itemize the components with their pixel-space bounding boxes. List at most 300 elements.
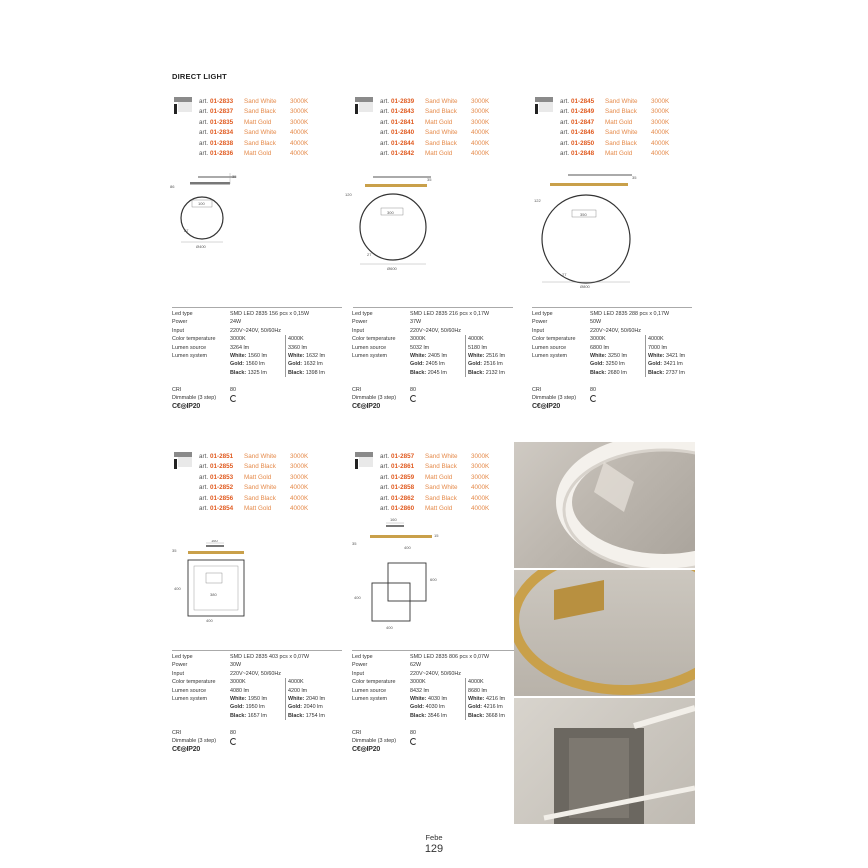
article-temperature: 3000K [651, 118, 670, 126]
spec-label: Lumen system [532, 352, 568, 359]
spec-value: 50W [590, 319, 602, 326]
dimmable-icon [230, 738, 237, 745]
article-row [380, 128, 489, 138]
spec-lumen-value [410, 360, 445, 368]
spec-value: 4000K [465, 335, 484, 343]
spec-value: 1632 lm [303, 361, 323, 368]
article-row [380, 118, 489, 128]
spec-row [172, 344, 342, 352]
spec-label: Lumen source [172, 344, 207, 351]
spec-label: Lumen system [172, 352, 208, 359]
article-row [199, 128, 308, 138]
article-row [380, 107, 489, 117]
spec-value: 1632 lm [305, 352, 326, 359]
spec-value: 4200 lm [285, 687, 307, 695]
article-row [380, 97, 489, 107]
article-prefix: art. [380, 505, 390, 513]
svg-text:27: 27 [184, 228, 189, 233]
spec-lumen-value [285, 352, 325, 360]
article-temperature: 3000K [290, 473, 309, 481]
certification-marks [352, 403, 522, 412]
spec-row [172, 310, 342, 318]
spec-row [172, 661, 342, 669]
spec-label: Input [352, 327, 364, 334]
article-finish: Matt Gold [605, 118, 633, 126]
spec-row [532, 310, 702, 318]
article-row [380, 494, 489, 504]
article-number: 01-2855 [210, 463, 234, 471]
spec-value: 6800 lm [590, 344, 610, 351]
article-finish: Sand White [605, 129, 638, 137]
spec-finish-label: Gold: [410, 704, 425, 711]
article-number: 01-2850 [571, 139, 595, 147]
spec-row [352, 670, 522, 678]
ip-rating: IP20 [186, 746, 201, 754]
article-number: 01-2853 [210, 473, 234, 481]
spec-value: 37W [410, 319, 422, 326]
spec-lumen-value [285, 360, 323, 368]
technical-drawing [348, 515, 448, 635]
divider [172, 650, 342, 651]
spec-finish-label: Black: [410, 712, 427, 719]
article-finish: Sand White [244, 453, 277, 460]
article-number: 01-2851 [210, 453, 234, 460]
svg-text:35: 35 [352, 541, 357, 546]
spec-finish-label: White: [648, 352, 665, 359]
spec-row [532, 344, 702, 352]
article-finish: Sand Black [605, 108, 637, 116]
article-row [380, 483, 489, 493]
article-number: 01-2834 [210, 129, 234, 137]
dimmable-icon [410, 738, 417, 745]
dimmable-icon [410, 395, 417, 402]
spec-row [352, 360, 522, 368]
svg-text:400: 400 [386, 625, 393, 630]
product-photo [514, 570, 695, 696]
spec-row [352, 386, 522, 394]
technical-drawing [168, 540, 248, 626]
spec-table [532, 310, 702, 412]
spec-row [172, 720, 342, 728]
safety-mark-icon: ◎ [540, 403, 547, 411]
spec-value: 4000K [465, 678, 484, 686]
article-temperature: 4000K [290, 139, 309, 147]
spec-value: SMD LED 2835 216 pcs x 0,17W [410, 311, 490, 317]
spec-finish-label: Black: [288, 712, 305, 719]
spec-lumen-value [285, 369, 325, 377]
spec-finish-label: Black: [288, 369, 305, 376]
article-prefix: art. [560, 98, 570, 105]
article-prefix: art. [560, 118, 570, 126]
article-finish: Sand White [244, 484, 277, 492]
article-finish: Sand White [425, 453, 458, 460]
article-number: 01-2840 [391, 129, 415, 137]
spec-label: CRI [172, 729, 182, 736]
spec-lumen-value [230, 712, 267, 720]
spec-finish-label: White: [468, 352, 485, 359]
article-finish: Sand Black [244, 494, 276, 502]
article-row [380, 139, 489, 149]
article-temperature: 4000K [471, 494, 490, 502]
spec-row [532, 386, 702, 394]
spec-finish-label: Gold: [288, 704, 303, 711]
article-prefix: art. [380, 453, 390, 460]
spec-value: 3000K [590, 336, 606, 343]
spec-finish-label: Gold: [410, 361, 425, 368]
spec-value: 2405 lm [425, 361, 445, 368]
spec-row [352, 720, 522, 728]
safety-mark-icon: ◎ [180, 746, 187, 754]
article-number: 01-2844 [391, 139, 415, 147]
spec-lumen-value [410, 352, 447, 360]
spec-lumen-value [465, 712, 505, 720]
article-temperature: 3000K [471, 473, 490, 481]
ce-mark-icon: C€ [532, 403, 541, 411]
spec-row [352, 344, 522, 352]
spec-label: CRI [532, 386, 542, 393]
svg-text:Ø600: Ø600 [387, 266, 397, 271]
article-finish: Matt Gold [425, 473, 453, 481]
ce-mark-icon: C€ [172, 746, 181, 754]
product-thumbnail-icon [353, 97, 373, 119]
svg-text:100: 100 [198, 201, 205, 206]
certification-marks [352, 746, 522, 755]
svg-text:400: 400 [206, 618, 213, 623]
spec-lumen-value [590, 360, 625, 368]
spec-value: 3000K [230, 679, 246, 686]
spec-label: Dimmable (3 step) [172, 737, 217, 744]
article-row [199, 504, 308, 514]
article-temperature: 3000K [290, 453, 309, 460]
ip-rating: IP20 [366, 403, 381, 411]
spec-value: 2405 lm [427, 352, 448, 359]
article-finish: Matt Gold [244, 118, 272, 126]
svg-text:350: 350 [580, 212, 587, 217]
spec-value: 1950 lm [245, 704, 265, 711]
article-temperature: 3000K [290, 463, 309, 471]
article-finish: Matt Gold [425, 505, 453, 513]
safety-mark-icon: ◎ [180, 403, 187, 411]
article-prefix: art. [199, 150, 209, 158]
article-temperature: 3000K [290, 108, 309, 116]
spec-row [352, 377, 522, 385]
spec-value: 4000K [285, 335, 304, 343]
spec-value: 62W [410, 662, 422, 669]
spec-row [172, 653, 342, 661]
spec-row [172, 712, 342, 720]
spec-row [532, 377, 702, 385]
ip-rating: IP20 [366, 746, 381, 754]
article-prefix: art. [380, 473, 390, 481]
article-prefix: art. [199, 463, 209, 471]
spec-value: 2045 lm [427, 369, 447, 376]
spec-row [532, 335, 702, 343]
dimmable-icon [230, 395, 237, 402]
spec-finish-label: White: [410, 352, 427, 359]
spec-row [352, 703, 522, 711]
article-row [560, 139, 669, 149]
article-finish: Sand Black [244, 108, 276, 116]
spec-value: 2132 lm [485, 369, 505, 376]
ip-rating: IP20 [546, 403, 561, 411]
spec-label: CRI [172, 386, 182, 393]
spec-row [352, 394, 522, 402]
article-row [380, 504, 489, 514]
spec-finish-label: Gold: [230, 361, 245, 368]
spec-value: 80 [410, 729, 416, 736]
article-number: 01-2838 [210, 139, 234, 147]
spec-row [352, 653, 522, 661]
spec-value: 7000 lm [645, 344, 667, 352]
product-thumbnail-icon [353, 452, 373, 474]
spec-finish-label: White: [288, 352, 305, 359]
spec-value: 4030 lm [425, 704, 445, 711]
footer-collection-name: Febe [425, 833, 443, 842]
article-prefix: art. [380, 118, 390, 126]
svg-text:122: 122 [534, 198, 541, 203]
ce-mark-icon: C€ [172, 403, 181, 411]
spec-finish-label: White: [288, 695, 305, 702]
spec-row [532, 369, 702, 377]
spec-label: CRI [352, 729, 362, 736]
spec-label: Dimmable (3 step) [352, 737, 397, 744]
svg-text:Ø400: Ø400 [196, 244, 206, 249]
article-temperature: 3000K [471, 108, 490, 116]
article-finish: Matt Gold [244, 505, 272, 513]
spec-row [532, 360, 702, 368]
spec-row [172, 695, 342, 703]
article-prefix: art. [199, 473, 209, 481]
spec-finish-label: Black: [468, 712, 485, 719]
ce-mark-icon: C€ [352, 746, 361, 754]
spec-label: Dimmable (3 step) [172, 394, 217, 401]
spec-value: 30W [230, 662, 242, 669]
article-number: 01-2849 [571, 108, 595, 116]
spec-lumen-value [410, 712, 447, 720]
article-prefix: art. [380, 484, 390, 492]
spec-row [172, 729, 342, 737]
spec-value: 1657 lm [247, 712, 267, 719]
technical-drawing [532, 170, 640, 290]
article-finish: Matt Gold [425, 118, 453, 126]
article-prefix: art. [380, 150, 390, 158]
article-row [380, 462, 489, 472]
spec-label: Power [352, 319, 368, 326]
spec-value: 24W [230, 319, 242, 326]
certification-marks [532, 403, 702, 412]
spec-value: 8680 lm [465, 687, 487, 695]
article-temperature: 4000K [471, 484, 490, 492]
spec-row [172, 360, 342, 368]
article-finish: Sand White [425, 484, 458, 492]
spec-finish-label: Black: [230, 712, 247, 719]
certification-marks [172, 403, 342, 412]
svg-text:35: 35 [232, 174, 237, 179]
spec-label: Lumen system [172, 695, 208, 702]
spec-finish-label: Gold: [288, 361, 303, 368]
article-row [199, 452, 308, 462]
spec-value: 3000K [410, 336, 426, 343]
product-thumbnail-icon [533, 97, 553, 119]
article-prefix: art. [560, 139, 570, 147]
article-finish: Sand Black [425, 108, 457, 116]
article-number: 01-2848 [571, 150, 595, 158]
spec-row [352, 335, 522, 343]
spec-label: Led type [172, 311, 193, 317]
spec-label: Led type [352, 311, 373, 317]
article-number: 01-2852 [210, 484, 234, 492]
spec-value: 2737 lm [665, 369, 685, 376]
spec-finish-label: Gold: [590, 361, 605, 368]
svg-text:27: 27 [562, 272, 567, 277]
spec-label: Input [532, 327, 544, 334]
svg-text:380: 380 [210, 592, 217, 597]
spec-value: 1754 lm [305, 712, 325, 719]
svg-text:15: 15 [434, 533, 439, 538]
article-row [560, 97, 669, 107]
spec-label: Led type [352, 654, 373, 660]
spec-finish-label: White: [468, 695, 485, 702]
article-list [199, 452, 308, 514]
section-title: DIRECT LIGHT [172, 72, 227, 81]
spec-value: 8432 lm [410, 687, 430, 694]
safety-mark-icon: ◎ [360, 403, 367, 411]
article-number: 01-2847 [571, 118, 595, 126]
spec-value: 4030 lm [427, 695, 448, 702]
article-prefix: art. [560, 150, 570, 158]
article-row [380, 452, 489, 462]
spec-finish-label: Gold: [468, 704, 483, 711]
article-temperature: 3000K [471, 463, 490, 471]
spec-row [172, 670, 342, 678]
article-finish: Sand White [425, 129, 458, 137]
spec-label: Lumen source [532, 344, 567, 351]
spec-lumen-value [465, 360, 503, 368]
dimmable-icon [590, 395, 597, 402]
spec-row [352, 687, 522, 695]
article-finish: Sand White [244, 129, 277, 137]
spec-lumen-value [590, 352, 627, 360]
article-temperature: 4000K [290, 484, 309, 492]
spec-row [352, 737, 522, 745]
spec-label: Power [172, 319, 188, 326]
spec-lumen-value [410, 703, 445, 711]
spec-value: 80 [410, 386, 416, 393]
spec-label: Color temperature [352, 336, 396, 343]
spec-lumen-value [410, 369, 447, 377]
spec-label: Power [532, 319, 548, 326]
article-number: 01-2839 [391, 98, 415, 105]
spec-value: 4000K [285, 678, 304, 686]
article-prefix: art. [199, 494, 209, 502]
spec-lumen-value [230, 360, 265, 368]
spec-finish-label: White: [230, 695, 247, 702]
spec-finish-label: Black: [648, 369, 665, 376]
spec-table [172, 310, 342, 412]
ip-rating: IP20 [186, 403, 201, 411]
spec-label: Lumen system [352, 695, 388, 702]
article-row [199, 494, 308, 504]
spec-finish-label: Gold: [230, 704, 245, 711]
spec-row [532, 327, 702, 335]
article-temperature: 4000K [471, 505, 490, 513]
spec-value: 80 [590, 386, 596, 393]
article-finish: Matt Gold [605, 150, 633, 158]
article-number: 01-2842 [391, 150, 415, 158]
divider [532, 307, 692, 308]
article-list [199, 97, 308, 159]
article-number: 01-2857 [391, 453, 415, 460]
article-row [199, 139, 308, 149]
spec-value: 220V~240V, 50/60Hz [230, 327, 281, 334]
spec-row [352, 678, 522, 686]
article-temperature: 3000K [471, 118, 490, 126]
spec-value: 4216 lm [483, 704, 503, 711]
article-row [199, 473, 308, 483]
spec-value: SMD LED 2835 806 pcs x 0,07W [410, 654, 490, 660]
article-number: 01-2856 [210, 494, 234, 502]
spec-label: Color temperature [352, 679, 396, 686]
spec-finish-label: Black: [410, 369, 427, 376]
spec-value: 1560 lm [247, 352, 268, 359]
article-temperature: 4000K [651, 129, 670, 137]
spec-lumen-value [285, 712, 325, 720]
spec-value: 220V~240V, 50/60Hz [410, 327, 461, 334]
spec-table [352, 310, 522, 412]
svg-text:35: 35 [172, 548, 177, 553]
article-list [560, 97, 669, 159]
spec-row [172, 352, 342, 360]
svg-text:400: 400 [354, 595, 361, 600]
article-prefix: art. [380, 494, 390, 502]
spec-value: 220V~240V, 50/60Hz [590, 327, 641, 334]
spec-label: Input [172, 670, 184, 677]
article-row [560, 107, 669, 117]
spec-lumen-value [230, 352, 267, 360]
article-finish: Sand Black [605, 139, 637, 147]
article-number: 01-2845 [571, 98, 595, 105]
spec-lumen-value [285, 703, 323, 711]
article-number: 01-2836 [210, 150, 234, 158]
divider [352, 650, 514, 651]
article-row [199, 462, 308, 472]
spec-table [172, 653, 342, 755]
article-row [199, 97, 308, 107]
svg-text:160: 160 [211, 540, 218, 543]
article-row [380, 149, 489, 159]
spec-row [352, 318, 522, 326]
article-number: 01-2841 [391, 118, 415, 126]
article-prefix: art. [199, 108, 209, 116]
spec-label: Lumen source [352, 344, 387, 351]
spec-value: 4216 lm [485, 695, 506, 702]
svg-text:600: 600 [430, 577, 437, 582]
divider [353, 307, 513, 308]
page-number: 129 [424, 843, 444, 855]
spec-value: 3250 lm [607, 352, 628, 359]
spec-finish-label: Gold: [468, 361, 483, 368]
article-temperature: 3000K [651, 108, 670, 116]
spec-label: Power [352, 662, 368, 669]
product-thumbnail-icon [172, 97, 192, 119]
article-temperature: 3000K [471, 98, 490, 105]
article-finish: Sand Black [425, 494, 457, 502]
article-prefix: art. [199, 98, 209, 105]
spec-lumen-value [590, 369, 627, 377]
spec-value: 3668 lm [485, 712, 505, 719]
article-row [560, 118, 669, 128]
article-temperature: 3000K [290, 118, 309, 126]
